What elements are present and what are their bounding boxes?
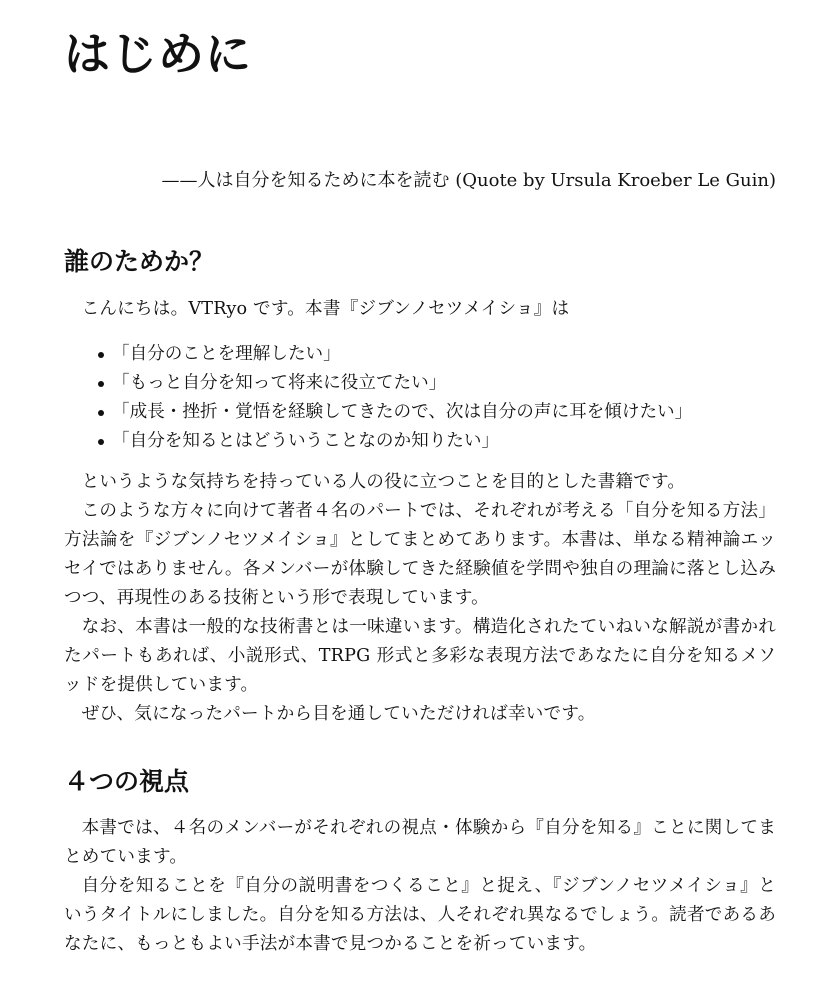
list-item [64, 398, 692, 427]
list-item-text: 「もっと自分を知って将来に役立てたい」 [112, 373, 447, 393]
bullet-icon [98, 381, 104, 387]
epigraph-quote: ——人は自分を知るために本を読む (Quote by Ursula Kroeber Le Guin) [161, 170, 776, 191]
list-item [64, 427, 692, 456]
body-paragraph: なお、本書は一般的な技術書とは一味違います。構造化されたていねいな解説が書かれたパートもあれば、小説形式、TRPG 形式と多彩な表現方法であなたに自分を知るメソッドを提供しています。 [64, 617, 776, 695]
section-heading-who-for: 誰のためか？ [64, 247, 215, 276]
list-item-text: 「自分のことを理解したい」 [112, 344, 341, 364]
list-item [64, 369, 692, 398]
body-paragraph: ぜひ、気になったパートから目を通していただければ幸いです。 [81, 704, 596, 724]
bullet-icon [98, 352, 104, 358]
body-paragraph: このような方々に向けて著者４名のパートでは、それぞれが考える「自分を知る方法」方法論を『ジブンノセツメイショ』としてまとめてあります。本書は、単なる精神論エッセイではありません。各メンバーが体験してきた経験値を学問や独自の理論に落とし込みつつ、再現性のある技術という形で表現しています。 [64, 501, 776, 608]
list-item-text: 「自分を知るとはどういうことなのか知りたい」 [112, 431, 500, 451]
chapter-title: はじめに [64, 27, 252, 81]
intro-paragraph: こんにちは。VTRyo です。本書『ジブンノセツメイショ』は [81, 299, 570, 319]
body-paragraph: 本書では、４名のメンバーがそれぞれの視点・体験から『自分を知る』ことに関してまとめています。 [64, 818, 776, 867]
target-reader-list [64, 340, 692, 456]
bullet-icon [98, 439, 104, 445]
body-paragraph: 自分を知ることを『自分の説明書をつくること』と捉え、『ジブンノセツメイショ』というタイトルにしました。自分を知る方法は、人それぞれ異なるでしょう。読者であるあなたに、もっともよい手法が本書で見つかることを祈っています。 [64, 876, 776, 954]
list-item-text: 「成長・挫折・覚悟を経験してきたので、次は自分の声に耳を傾けたい」 [112, 402, 693, 422]
list-item [64, 340, 692, 369]
bullet-icon [98, 410, 104, 416]
body-paragraph: というような気持ちを持っている人の役に立つことを目的とした書籍です。 [81, 472, 686, 492]
section-heading-four-perspectives: ４つの視点 [64, 767, 190, 796]
